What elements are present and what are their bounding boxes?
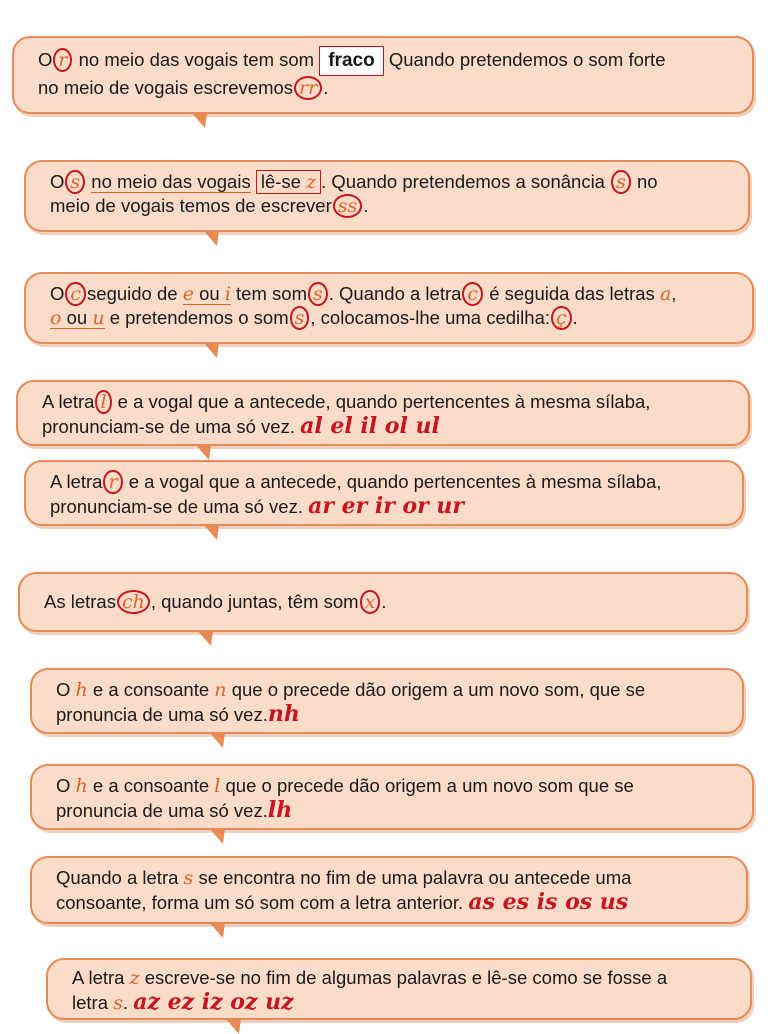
text: e a consoante bbox=[92, 775, 210, 796]
underlined-group bbox=[50, 307, 105, 329]
text: no meio das vogais tem som bbox=[78, 49, 315, 70]
rule-line-2 bbox=[56, 890, 724, 915]
text: . Quando pretendemos a sonância bbox=[321, 171, 605, 192]
circled-letter: ç bbox=[551, 306, 572, 330]
text: meio de vogais temos de escrever bbox=[50, 195, 332, 216]
text: letra bbox=[72, 992, 108, 1013]
handwritten-letter: z bbox=[306, 171, 317, 193]
text: O bbox=[38, 49, 53, 70]
text: , bbox=[671, 283, 677, 304]
text: se encontra no fim de uma palavra ou antecede uma bbox=[198, 867, 632, 888]
rule-line-1 bbox=[56, 774, 730, 798]
text: pronunciam-se de uma só vez. bbox=[50, 496, 303, 517]
text: , colocamos-lhe uma cedilha: bbox=[310, 307, 550, 328]
rule-bubble-nh bbox=[30, 668, 744, 734]
text: , quando juntas, têm som bbox=[150, 591, 359, 612]
text: pronunciam-se de uma só vez. bbox=[42, 416, 295, 437]
handwritten-letter: i bbox=[224, 283, 231, 305]
rule-line-1 bbox=[50, 170, 726, 194]
text: Quando a letra bbox=[56, 867, 179, 888]
circled-letter: s bbox=[308, 282, 328, 306]
handwritten-answer: az ez iz oz uz bbox=[133, 989, 294, 1015]
rule-line-1 bbox=[56, 866, 724, 890]
framed-answer bbox=[256, 170, 321, 194]
handwritten-letter: s bbox=[183, 867, 194, 889]
handwritten-letter: h bbox=[75, 775, 88, 797]
underlined-group bbox=[183, 283, 231, 305]
text: As letras bbox=[44, 591, 116, 612]
rule-line-2 bbox=[50, 494, 720, 519]
text: lê-se bbox=[260, 171, 301, 192]
rule-line-2 bbox=[72, 990, 728, 1015]
rule-line-1 bbox=[44, 590, 724, 614]
text: que o precede dão origem a um novo som que se bbox=[225, 775, 634, 796]
rule-line-2 bbox=[56, 702, 720, 727]
circled-letter: s bbox=[611, 170, 631, 194]
rule-bubble-ch bbox=[18, 572, 748, 632]
text: e a vogal que a antecede, quando pertencentes à mesma sílaba, bbox=[128, 471, 662, 492]
rule-bubble-l bbox=[16, 380, 750, 446]
text: O bbox=[56, 679, 71, 700]
text: . bbox=[122, 992, 129, 1013]
rule-line-1 bbox=[72, 966, 728, 990]
text: ou bbox=[66, 307, 88, 328]
rule-line-1 bbox=[56, 678, 720, 702]
text: e a consoante bbox=[92, 679, 210, 700]
circled-letter: r bbox=[103, 470, 122, 494]
rule-bubble-s-final bbox=[30, 856, 748, 924]
text: e a vogal que a antecede, quando pertencentes à mesma sílaba, bbox=[117, 391, 651, 412]
rule-line-1 bbox=[50, 470, 720, 494]
rule-bubble-s bbox=[24, 160, 750, 232]
rule-line-1 bbox=[42, 390, 726, 414]
text: consoante, forma um só som com a letra anterior. bbox=[56, 892, 464, 913]
rule-line-2 bbox=[42, 414, 726, 439]
handwritten-letter: n bbox=[214, 679, 227, 701]
handwritten-letter: e bbox=[182, 283, 194, 305]
text: pronuncia de uma só vez. bbox=[56, 704, 268, 725]
text: no bbox=[637, 171, 658, 192]
handwritten-letter: l bbox=[214, 775, 221, 797]
circled-letter: l bbox=[95, 390, 111, 414]
rule-bubble-r bbox=[12, 36, 754, 114]
rule-bubble-r-syllable bbox=[24, 460, 744, 526]
handwritten-answer: al el il ol ul bbox=[300, 413, 440, 439]
circled-letter: ss bbox=[333, 194, 363, 218]
handwritten-answer: as es is os us bbox=[468, 889, 629, 915]
text: pronuncia de uma só vez. bbox=[56, 800, 268, 821]
text: ou bbox=[199, 283, 220, 304]
circled-letter: s bbox=[290, 306, 310, 330]
text: escreve-se no fim de algumas palavras e lê-se como se fosse a bbox=[144, 967, 668, 988]
rule-line-2 bbox=[50, 194, 726, 218]
text: tem som bbox=[236, 283, 307, 304]
rule-line-2 bbox=[56, 798, 730, 823]
circled-letter: c bbox=[65, 282, 86, 306]
rule-bubble-c bbox=[24, 272, 754, 344]
handwritten-letter: s bbox=[113, 992, 123, 1014]
circled-letter: c bbox=[462, 282, 483, 306]
text: A letra bbox=[72, 967, 125, 988]
text: O bbox=[50, 283, 65, 304]
text: O bbox=[50, 171, 65, 192]
answer-box: fraco bbox=[319, 46, 383, 76]
rule-bubble-lh bbox=[30, 764, 754, 830]
text: . Quando a letra bbox=[328, 283, 462, 304]
text: que o precede dão origem a um novo som, que se bbox=[231, 679, 646, 700]
handwritten-letter: z bbox=[129, 967, 140, 989]
circled-letter: s bbox=[65, 170, 85, 194]
handwritten-letter: u bbox=[92, 307, 105, 329]
rule-line-2 bbox=[38, 76, 730, 100]
text: . bbox=[381, 591, 387, 612]
text: Quando pretendemos o som forte bbox=[388, 49, 666, 70]
rule-bubble-z bbox=[46, 958, 752, 1020]
text: . bbox=[363, 195, 369, 216]
handwritten-letter: a bbox=[659, 283, 672, 305]
text: no meio de vogais escrevemos bbox=[38, 77, 294, 98]
handwritten-answer: ar er ir or ur bbox=[308, 493, 464, 519]
text: A letra bbox=[50, 471, 103, 492]
handwritten-letter: o bbox=[50, 307, 62, 329]
circled-letter: rr bbox=[294, 76, 322, 100]
text: . bbox=[323, 77, 329, 98]
text: O bbox=[56, 775, 71, 796]
text: A letra bbox=[42, 391, 95, 412]
circled-letter: x bbox=[360, 590, 381, 614]
handwritten-letter: h bbox=[75, 679, 88, 701]
text: . bbox=[572, 307, 578, 328]
underlined-text: no meio das vogais bbox=[91, 171, 251, 192]
circled-letter: r bbox=[53, 48, 72, 72]
text: e pretendemos o som bbox=[109, 307, 289, 328]
rule-line-1 bbox=[50, 282, 730, 306]
handwritten-answer: nh bbox=[267, 701, 300, 727]
text: seguido de bbox=[87, 283, 178, 304]
rule-line-2 bbox=[50, 306, 730, 330]
text: é seguida das letras bbox=[489, 283, 655, 304]
handwritten-answer: lh bbox=[267, 797, 293, 823]
rule-line-1 bbox=[38, 46, 730, 76]
circled-letter: ch bbox=[117, 590, 150, 614]
